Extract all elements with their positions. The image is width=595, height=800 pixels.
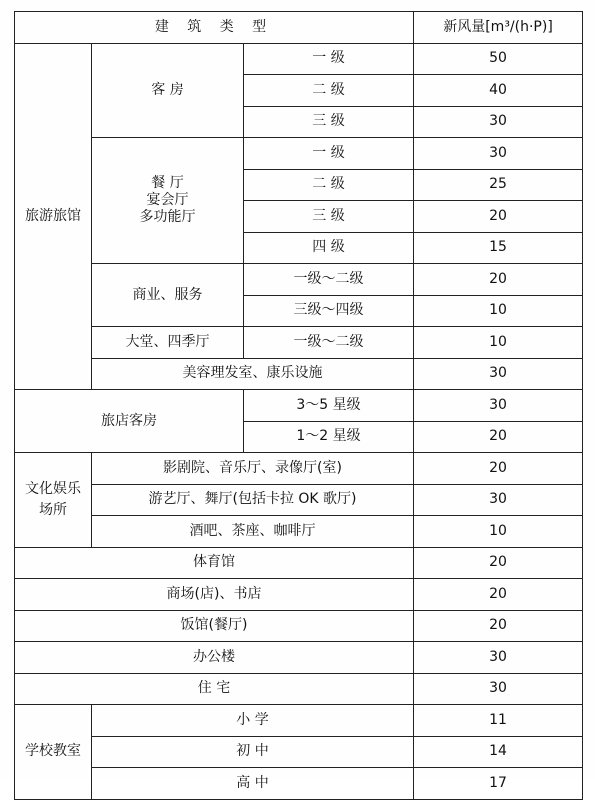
value-cell: 50	[414, 43, 583, 75]
value-cell: 17	[414, 768, 583, 800]
table-row	[15, 138, 583, 170]
value-cell: 30	[414, 358, 583, 390]
value-cell: 30	[414, 390, 583, 422]
building-type-cell: 饭馆(餐厅)	[15, 610, 414, 642]
dining-line: 宴会厅	[146, 192, 189, 209]
building-type-cell: 办公楼	[15, 642, 414, 674]
grade-cell: 一 级	[244, 43, 414, 75]
header-fresh-air: 新风量[m³/(h·P)]	[414, 12, 583, 44]
table-row	[15, 705, 583, 737]
value-cell: 10	[414, 327, 583, 359]
table-row	[15, 516, 583, 548]
value-cell: 20	[414, 201, 583, 233]
hotel-lobby: 大堂、四季厅	[92, 327, 244, 359]
value-cell: 20	[414, 421, 583, 453]
group-entertainment	[15, 453, 92, 548]
value-cell: 14	[414, 736, 583, 768]
value-cell: 20	[414, 453, 583, 485]
value-cell: 30	[414, 138, 583, 170]
value-cell: 30	[414, 673, 583, 705]
hotel-dining	[92, 138, 244, 264]
grade-cell: 三 级	[244, 201, 414, 233]
entertainment-bar: 酒吧、茶座、咖啡厅	[92, 516, 414, 548]
table-row	[15, 327, 583, 359]
group-school: 学校教室	[15, 705, 92, 800]
hotel-commerce: 商业、服务	[92, 264, 244, 327]
value-cell: 30	[414, 642, 583, 674]
grade-cell: 三 级	[244, 106, 414, 138]
table-row	[15, 673, 583, 705]
value-cell: 10	[414, 516, 583, 548]
table-row	[15, 264, 583, 296]
value-cell: 20	[414, 547, 583, 579]
grade-cell: 1～2 星级	[244, 421, 414, 453]
group-hotel: 旅游旅馆	[15, 43, 92, 390]
value-cell: 20	[414, 610, 583, 642]
grade-cell: 三级～四级	[244, 295, 414, 327]
school-level-cell: 初 中	[92, 736, 414, 768]
school-level-cell: 高 中	[92, 768, 414, 800]
table-row	[15, 610, 583, 642]
table-row	[15, 484, 583, 516]
table-row	[15, 642, 583, 674]
grade-cell: 二 级	[244, 169, 414, 201]
table-row	[15, 579, 583, 611]
entertainment-cinema: 影剧院、音乐厅、录像厅(室)	[92, 453, 414, 485]
value-cell: 11	[414, 705, 583, 737]
building-type-cell: 商场(店)、书店	[15, 579, 414, 611]
table-row	[15, 43, 583, 75]
grade-cell: 一级～二级	[244, 327, 414, 359]
value-cell: 40	[414, 75, 583, 107]
value-cell: 25	[414, 169, 583, 201]
fresh-air-table	[14, 11, 583, 800]
value-cell: 20	[414, 264, 583, 296]
table-row	[15, 453, 583, 485]
grade-cell: 二 级	[244, 75, 414, 107]
table-row	[15, 390, 583, 422]
value-cell: 30	[414, 484, 583, 516]
hotel-beauty: 美容理发室、康乐设施	[92, 358, 414, 390]
table-row	[15, 358, 583, 390]
table-row	[15, 736, 583, 768]
value-cell: 20	[414, 579, 583, 611]
grade-cell: 一 级	[244, 138, 414, 170]
entertainment-group-label: 文化娱乐场所	[25, 481, 81, 518]
table-header-row	[15, 12, 583, 44]
entertainment-arcade: 游艺厅、舞厅(包括卡拉 OK 歌厅)	[92, 484, 414, 516]
header-building-type: 建 筑 类 型	[15, 12, 414, 44]
grade-cell: 四 级	[244, 232, 414, 264]
value-cell: 10	[414, 295, 583, 327]
building-type-cell: 住 宅	[15, 673, 414, 705]
value-cell: 15	[414, 232, 583, 264]
value-cell: 30	[414, 106, 583, 138]
dining-line: 多功能厅	[139, 208, 196, 225]
table-row	[15, 547, 583, 579]
building-type-cell: 体育馆	[15, 547, 414, 579]
table-row	[15, 768, 583, 800]
hotel-guest-room: 客 房	[92, 43, 244, 138]
grade-cell: 3～5 星级	[244, 390, 414, 422]
school-level-cell: 小 学	[92, 705, 414, 737]
dining-line: 餐 厅	[151, 175, 184, 192]
group-inn: 旅店客房	[15, 390, 244, 453]
grade-cell: 一级～二级	[244, 264, 414, 296]
